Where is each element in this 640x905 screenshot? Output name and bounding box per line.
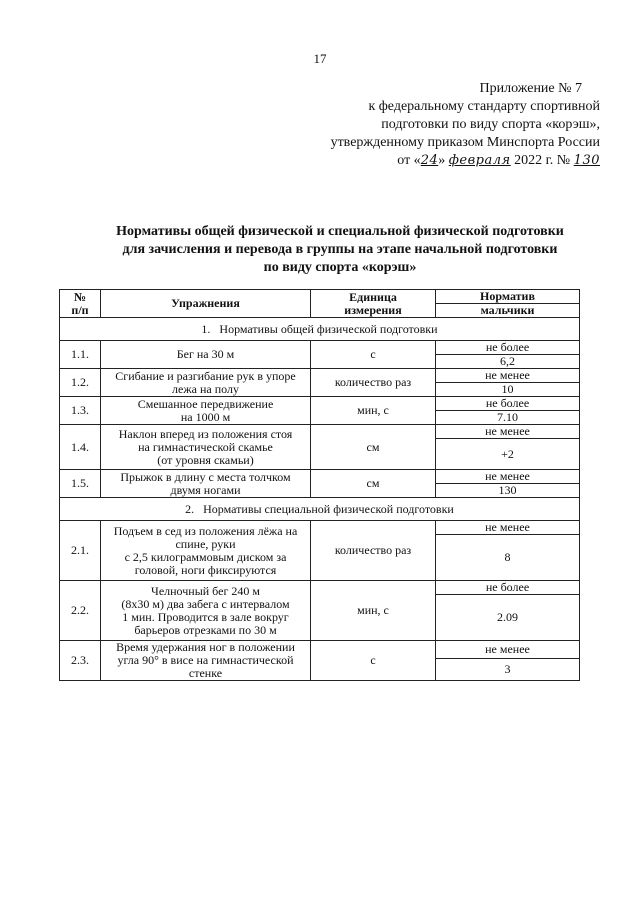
table-row <box>60 369 580 383</box>
row-number: 2.2. <box>60 581 101 641</box>
row-qualifier: не менее <box>436 470 580 484</box>
table-row <box>60 470 580 484</box>
handwritten-order-number: 130 <box>573 153 600 168</box>
row-qualifier: не более <box>436 341 580 355</box>
date-year: 2022 г. № <box>510 153 574 168</box>
appendix-line: к федеральному стандарту спортивной <box>368 99 600 114</box>
row-unit: с <box>311 641 436 681</box>
header-norm: Норматив <box>436 290 580 304</box>
handwritten-month: февраля <box>448 153 511 168</box>
header-exercise: Упражнения <box>101 290 311 318</box>
row-qualifier: не менее <box>436 369 580 383</box>
row-number: 1.2. <box>60 369 101 397</box>
row-exercise: Челночный бег 240 м (8х30 м) два забега с интервалом 1 мин. Проводится в зале вокруг барьеров отрезками по 30 м <box>101 581 311 641</box>
title-line: для зачисления и перевода в группы на этапе начальной подготовки <box>122 242 558 257</box>
row-unit: см <box>311 425 436 470</box>
header-unit: Единица измерения <box>311 290 436 318</box>
table-row <box>60 397 580 411</box>
row-value: 130 <box>436 484 580 498</box>
row-unit: мин, с <box>311 581 436 641</box>
row-number: 1.1. <box>60 341 101 369</box>
row-qualifier: не менее <box>436 641 580 659</box>
handwritten-day: 24 <box>420 153 439 168</box>
row-unit: мин, с <box>311 397 436 425</box>
row-number: 1.3. <box>60 397 101 425</box>
row-unit: количество раз <box>311 521 436 581</box>
row-qualifier: не менее <box>436 425 580 439</box>
row-exercise: Сгибание и разгибание рук в упоре лежа на полу <box>101 369 311 397</box>
norms-table-body <box>60 318 580 681</box>
title-line: Нормативы общей физической и специальной физической подготовки <box>116 224 564 239</box>
row-value: 7.10 <box>436 411 580 425</box>
date-mid: » <box>438 153 449 168</box>
section-title: 1. Нормативы общей физической подготовки <box>60 318 580 341</box>
row-exercise: Наклон вперед из положения стоя на гимнастической скамье (от уровня скамьи) <box>101 425 311 470</box>
row-value: 6,2 <box>436 355 580 369</box>
row-exercise: Прыжок в длину с места толчком двумя ногами <box>101 470 311 498</box>
row-value: 2.09 <box>436 595 580 641</box>
table-row <box>60 521 580 535</box>
row-exercise: Смешанное передвижение на 1000 м <box>101 397 311 425</box>
title-line: по виду спорта «корэш» <box>263 260 417 275</box>
row-qualifier: не менее <box>436 521 580 535</box>
row-qualifier: не более <box>436 397 580 411</box>
row-unit: количество раз <box>311 369 436 397</box>
date-prefix: от « <box>397 153 421 168</box>
row-qualifier: не более <box>436 581 580 595</box>
row-number: 2.1. <box>60 521 101 581</box>
appendix-date-line <box>280 152 600 170</box>
row-number: 1.4. <box>60 425 101 470</box>
row-value: 3 <box>436 658 580 681</box>
row-exercise: Бег на 30 м <box>101 341 311 369</box>
row-value: +2 <box>436 439 580 470</box>
header-number: № п/п <box>60 290 101 318</box>
row-unit: см <box>311 470 436 498</box>
row-value: 8 <box>436 535 580 581</box>
appendix-title: Приложение № 7 <box>479 81 582 96</box>
row-exercise: Время удержания ног в положении угла 90° в висе на гимнастической стенке <box>101 641 311 681</box>
appendix-block <box>280 80 600 170</box>
row-value: 10 <box>436 383 580 397</box>
table-row <box>60 581 580 595</box>
appendix-line: подготовки по виду спорта «корэш», <box>381 117 600 132</box>
row-number: 1.5. <box>60 470 101 498</box>
table-row <box>60 425 580 439</box>
row-unit: с <box>311 341 436 369</box>
appendix-line: утвержденному приказом Минспорта России <box>330 135 600 150</box>
row-number: 2.3. <box>60 641 101 681</box>
norms-table <box>59 289 580 681</box>
page-number: 17 <box>313 51 327 66</box>
section-title: 2. Нормативы специальной физической подготовки <box>60 498 580 521</box>
header-boys: мальчики <box>436 304 580 318</box>
table-row <box>60 341 580 355</box>
row-exercise: Подъем в сед из положения лёжа на спине, руки с 2,5 килограммовым диском за головой, ноги фиксируются <box>101 521 311 581</box>
table-row <box>60 641 580 659</box>
document-title <box>40 223 640 277</box>
